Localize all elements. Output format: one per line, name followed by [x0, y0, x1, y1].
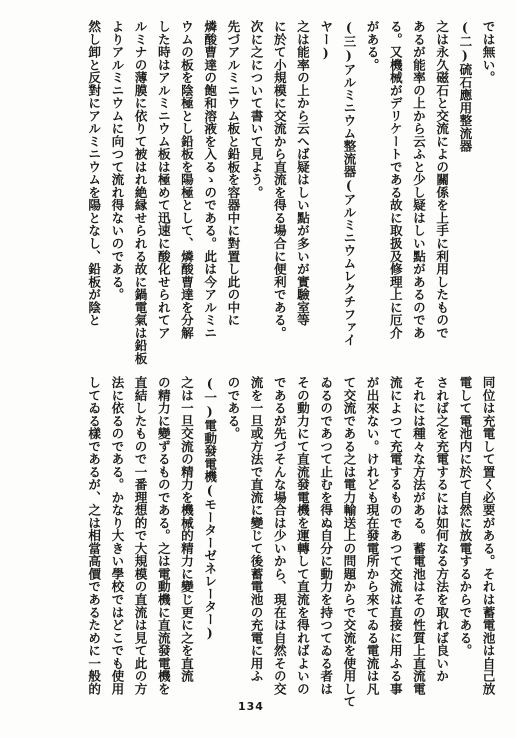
text-column: 電して電池内に於て自然に放電するからである。 — [457, 376, 473, 657]
text-column: あるが能率の上から云ふと少し疑はしい點があるのであ — [410, 20, 426, 339]
text-column: がある。 — [364, 20, 380, 72]
text-column: 流によつて充電するものであつて交流は直接に用ふる事 — [387, 376, 403, 695]
text-column: 之は一旦交流の精力を機械的精力に變じ更に之を直流 — [178, 376, 194, 683]
text-column: の精力に變ずるものである。之は電動機に直流發電機を — [155, 376, 171, 695]
text-column: (一)電動發電機(モーターゼネレーター) — [202, 376, 218, 641]
text-column: 直結したもので一番理想的で大規模の直流は見て此の方 — [132, 376, 148, 695]
text-column: 流を一旦或方法で直流に變じて後蓄電池の充電に用ふ — [248, 376, 264, 683]
text-column: 然し卸と反對にアルミニウムを陽となし、鉛板が陰と — [86, 20, 102, 327]
text-column: 之は能率の上から云へば疑はしい點が多いが實驗室等 — [294, 20, 310, 327]
text-column: 法に依るのである。かなり大きい學校ではどこでも使用 — [109, 376, 125, 695]
text-column: ウムの板を陰極とし鉛板を陽極として、燐酸曹達を分解 — [178, 20, 194, 339]
text-column: (三)アルミニウム整流器(アルミニウムレクチファイ — [341, 20, 357, 347]
text-column: (二)硫石應用整流器 — [457, 20, 473, 153]
text-column: ゐるのであつて止むを得ぬ自分に動力を持つてゐる者は — [318, 376, 334, 695]
text-column: 同位は充電して置く必要がある。それは蓄電池は自己放 — [480, 376, 496, 695]
text-column: 先づアルミニウム板と鉛板を容器中に對置し此の中に — [225, 20, 241, 327]
text-column: それには種々な方法がある。蓄電池はその性質上直流電 — [410, 376, 426, 695]
text-column: に於て小規模に交流から直流を得る場合に便利である。 — [271, 20, 287, 339]
text-column: が出來ない。けれども現在發電所から來てゐる電流は凡 — [364, 376, 380, 695]
text-column: 次に之について書いて見よう。 — [248, 20, 264, 199]
text-column: 燐酸曹達の飽和溶液を入るゝのである。此は今アルミニ — [202, 20, 218, 339]
text-column: であるが先づそんな場合は少いから、現在は自然その交 — [271, 376, 287, 695]
text-column: て交流である之は電力輸送上の問題からで交流を使用して — [341, 376, 357, 708]
text-column: した時はアルミニウム板は極めて迅速に酸化せられてア — [155, 20, 171, 339]
text-column: る。又機械がデリケートである故に取扱及修理上に厄介 — [387, 20, 403, 339]
text-column: その動力にて直流發電機を運轉して直流を得ればよいの — [294, 376, 310, 695]
text-column: してゐる樣であるが、之は相當高價であるために一般的 — [86, 376, 102, 695]
text-column: ヤー) — [318, 20, 334, 61]
page-number: 134 — [238, 700, 264, 713]
text-column: のである。 — [225, 376, 241, 440]
text-column: では無い。 — [480, 20, 496, 84]
text-column: 之は永久磁石と交流によの關係を上手に利用したもので — [434, 20, 450, 339]
text-column: されば之を充電するには如何なる方法を取れば良いか — [434, 376, 450, 683]
text-column: よりアルミニウムに向つて流れ得ないのである。 — [109, 20, 125, 301]
text-column: ルミナの薄膜に依りて被はれ絶縁せられる故に鍋電氣は鉛板 — [132, 20, 148, 365]
